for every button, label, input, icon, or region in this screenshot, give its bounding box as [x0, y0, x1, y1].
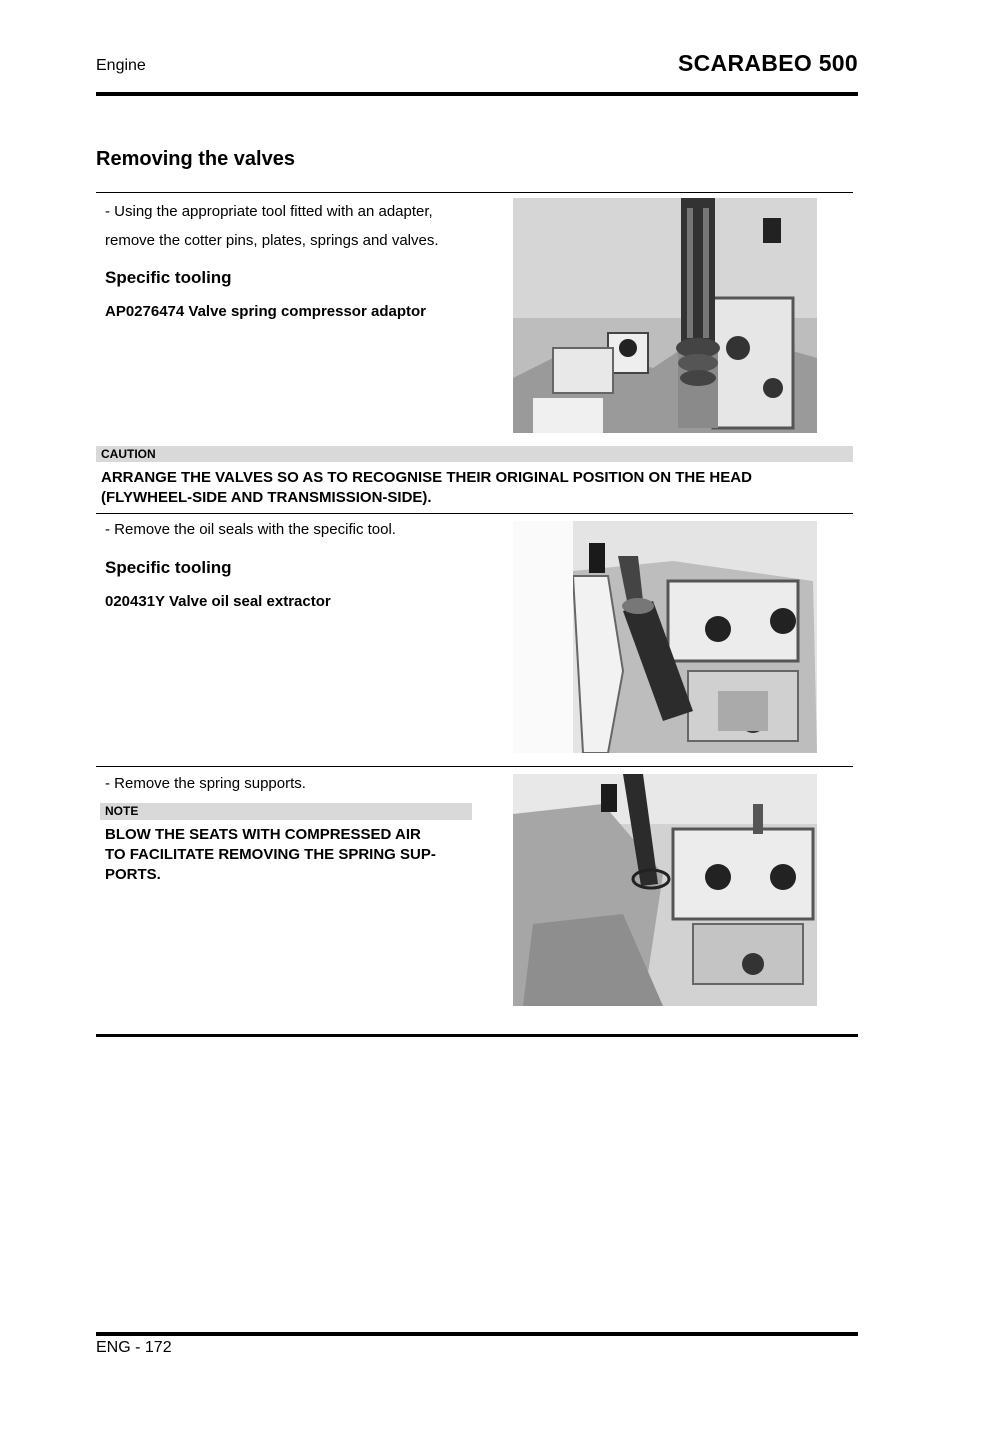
caution-line2: (FLYWHEEL-SIDE AND TRANSMISSION-SIDE). [101, 489, 432, 506]
step2-tooling-heading: Specific tooling [105, 558, 232, 577]
step2-tool-code: 020431Y Valve oil seal extractor [105, 593, 331, 610]
title-divider [96, 192, 853, 193]
step2-divider [96, 766, 853, 767]
section-title: Engine [96, 57, 146, 74]
step1-line2: remove the cotter pins, plates, springs and valves. [105, 232, 439, 249]
valve-spring-compressor-photo [513, 198, 817, 433]
note-line3: PORTS. [105, 866, 161, 883]
caution-banner: CAUTION [96, 446, 853, 462]
step1-tooling-heading: Specific tooling [105, 268, 232, 287]
step3-text: - Remove the spring supports. [105, 775, 306, 792]
header-rule [96, 92, 858, 96]
caution-line1: ARRANGE THE VALVES SO AS TO RECOGNISE THEIR ORIGINAL POSITION ON THE HEAD [101, 469, 752, 486]
step1-line1: - Using the appropriate tool fitted with an adapter, [105, 203, 433, 220]
step2-text: - Remove the oil seals with the specific tool. [105, 521, 396, 538]
step1-tool-code: AP0276474 Valve spring compressor adaptor [105, 303, 426, 320]
page-title: Removing the valves [96, 148, 295, 170]
model-title: SCARABEO 500 [678, 50, 858, 76]
oil-seal-extractor-photo [513, 521, 817, 753]
page-number: ENG - 172 [96, 1339, 172, 1356]
note-line2: TO FACILITATE REMOVING THE SPRING SUP- [105, 846, 436, 863]
note-line1: BLOW THE SEATS WITH COMPRESSED AIR [105, 826, 421, 843]
section-end-rule [96, 1034, 858, 1037]
spring-support-removal-photo [513, 774, 817, 1006]
note-banner: NOTE [100, 803, 472, 820]
footer-rule [96, 1332, 858, 1336]
